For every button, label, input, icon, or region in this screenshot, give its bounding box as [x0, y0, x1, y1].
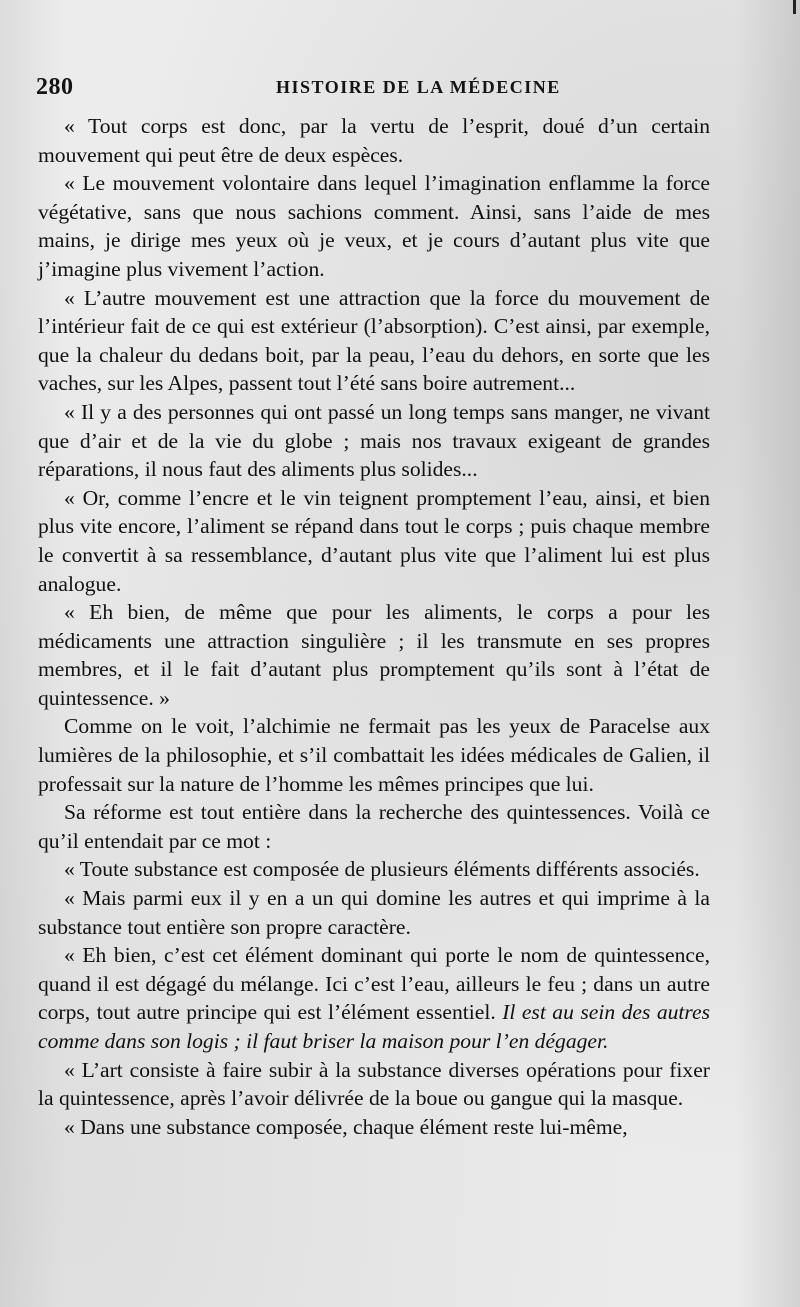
paragraph-text: « Le mouvement volontaire dans lequel l’imagination enflamme la force végétative, sans que nous sachions comment. Ainsi, sans l’aide de mes mains, je dirige mes yeux où je veux, et je cours d’autant plus vite que j’imagine plus vivement l’action.: [38, 171, 710, 281]
paragraph: [38, 855, 710, 884]
italic-phrase: Il est au sein des autres comme dans son logis ; il faut briser la maison pour l’en dégager.: [38, 1000, 711, 1053]
paragraph: [38, 484, 710, 598]
paragraph-text: « Mais parmi eux il y en a un qui domine les autres et qui imprime à la substance tout entière son propre caractère.: [38, 886, 710, 939]
paragraph: [38, 798, 710, 855]
paragraph: [38, 169, 710, 283]
paragraph: [38, 941, 710, 1055]
body-text: [38, 112, 710, 1141]
running-title: HISTOIRE DE LA MÉDECINE: [276, 77, 561, 97]
paragraph: [38, 598, 710, 712]
paragraph-text: « Tout corps est donc, par la vertu de l’esprit, doué d’un certain mouvement qui peut être de deux espèces.: [38, 114, 710, 167]
paragraph: [38, 284, 710, 398]
paragraph-text: « Dans une substance composée, chaque élément reste lui-même,: [64, 1114, 628, 1139]
paragraph-text: Sa réforme est tout entière dans la recherche des quintessences. Voilà ce qu’il entendait par ce mot :: [38, 800, 710, 853]
paragraph: [38, 1056, 710, 1113]
paragraph-text: « Toute substance est composée de plusieurs éléments différents associés.: [64, 857, 700, 882]
paragraph-text: « L’art consiste à faire subir à la substance diverses opérations pour fixer la quintessence, après l’avoir délivrée de la boue ou gangue qui la masque.: [38, 1057, 710, 1111]
paragraph: [38, 112, 710, 169]
page-corner-mark: [793, 0, 796, 14]
paragraph-text: Comme on le voit, l’alchimie ne fermait pas les yeux de Paracelse aux lumières de la philosophie, et s’il combattait les idées médicales de Galien, il professait sur la nature de l’homme les mêmes principes que lui.: [38, 714, 710, 796]
paragraph-text: « Eh bien, de même que pour les aliments, le corps a pour les médicaments une attraction singulière ; il les transmute en ses propres membres, et il le fait d’autant plus promptement qu’ils sont à l’état de quintessence. »: [38, 600, 710, 710]
paragraph-text: « L’autre mouvement est une attraction que la force du mouvement de l’intérieur fait de ce qui est extérieur (l’absorption). C’est ainsi, par exemple, que la chaleur du dedans boit, par la peau, l’eau du dehors, en sorte que les vaches, sur les Alpes, passent tout l’été sans boire autrement...: [38, 285, 710, 396]
paragraph-text: « Eh bien, c’est cet élément dominant qui porte le nom de quintessence, quand il est dégagé du mélange. Ici c’est l’eau, ailleurs le feu ; dans un autre corps, tout autre principe qui est l’élément essentiel.: [38, 943, 710, 1025]
paragraph-text: « Il y a des personnes qui ont passé un long temps sans manger, ne vivant que d’air et de la vie du globe ; mais nos travaux exigeant de grandes réparations, il nous faut des aliments plus solides...: [38, 399, 710, 482]
paragraph: [38, 1113, 710, 1142]
page-number: 280: [36, 74, 74, 100]
page-header: [36, 74, 748, 106]
paragraph: [38, 398, 710, 484]
paragraph: [38, 712, 710, 798]
paragraph: [38, 884, 710, 941]
paragraph-text: « Or, comme l’encre et le vin teignent promptement l’eau, ainsi, et bien plus vite encore, l’aliment se répand dans tout le corps ; puis chaque membre le convertit à sa ressemblance, d’autant plus vite que l’aliment lui est plus analogue.: [38, 485, 710, 596]
